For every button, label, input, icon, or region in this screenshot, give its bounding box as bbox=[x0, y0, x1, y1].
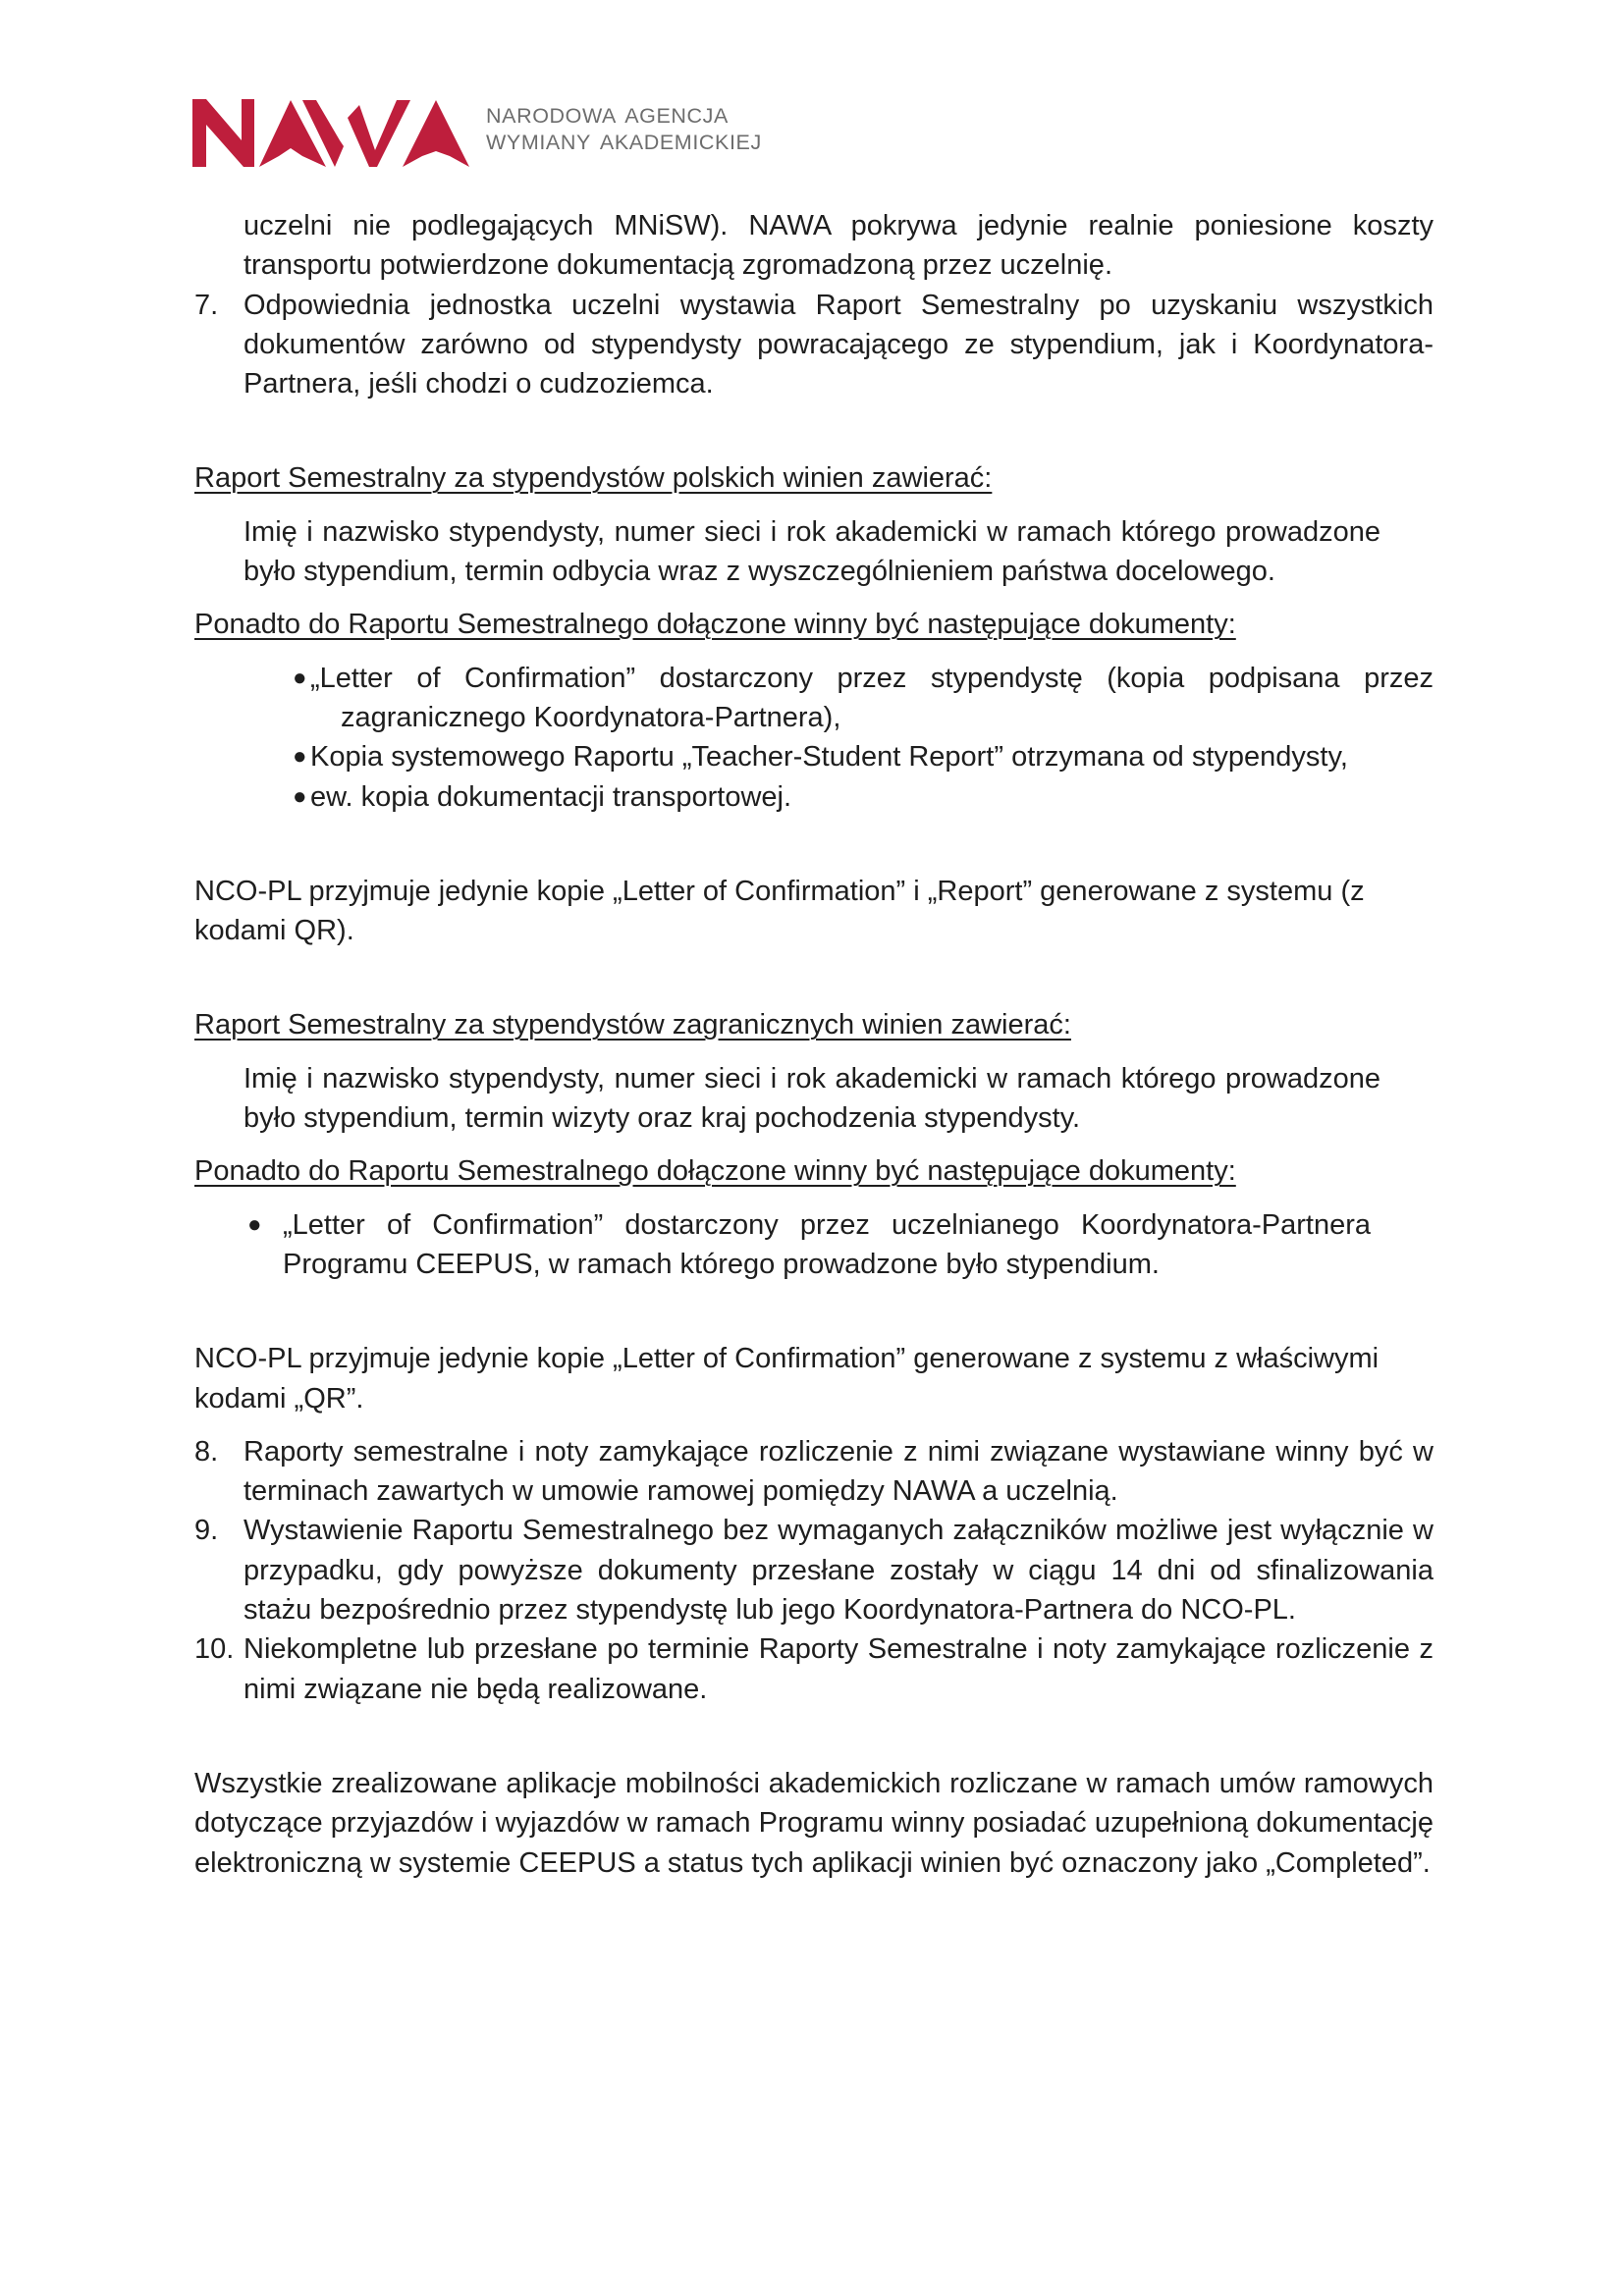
nawa-logo bbox=[192, 97, 469, 168]
section-heading-polish: Raport Semestralny za stypendystów polskich winien zawierać: bbox=[194, 462, 993, 495]
foreign-attachments-heading: Ponadto do Raportu Semestralnego dołączone winny być następujące dokumenty: bbox=[194, 1155, 1236, 1188]
bullet-text: „Letter of Confirmation” dostarczony przez stypendystę (kopia podpisana przez zagranicznego Koordynatora-Partnera), bbox=[310, 662, 1434, 733]
bullet-text: Kopia systemowego Raportu „Teacher-Student Report” otrzymana od stypendysty, bbox=[310, 741, 1348, 774]
bullet-item bbox=[194, 1205, 1371, 1285]
nawa-logo-icon bbox=[192, 97, 469, 168]
section-heading-foreign: Raport Semestralny za stypendystów zagranicznych winien zawierać: bbox=[194, 1009, 1071, 1041]
foreign-report-content: Imię i nazwisko stypendysty, numer sieci i rok akademicki w ramach którego prowadzone było stypendium, termin wizyty oraz kraj pochodzenia stypendysty. bbox=[243, 1062, 1380, 1135]
list-item-text: Odpowiednia jednostka uczelni wystawia Raport Semestralny po uzyskaniu wszystkich dokumentów zarówno od stypendysty powracającego ze stypendium, jak i Koordynatora-Partnera, jeśli chodzi o cudzoziemca. bbox=[243, 289, 1434, 400]
polish-note: NCO-PL przyjmuje jedynie kopie „Letter of Confirmation” i „Report” generowane z systemu (z kodami QR). bbox=[194, 875, 1365, 947]
item6-continuation: uczelni nie podlegających MNiSW). NAWA pokrywa jedynie realnie poniesione koszty transportu potwierdzone dokumentacją zgromadzoną przez uczelnię. bbox=[243, 210, 1434, 282]
list-number: 9. bbox=[194, 1515, 219, 1547]
closing-paragraph: Wszystkie zrealizowane aplikacje mobilności akademickich rozliczane w ramach umów ramowych dotyczące przyjazdów i wyjazdów w ramach Programu winny posiadać uzupełnioną dokumentację elektroniczną w systemie CEEPUS a status tych aplikacji winien być oznaczony jako „Completed”. bbox=[194, 1767, 1434, 1879]
bullet-text: „Letter of Confirmation” dostarczony przez uczelnianego Koordynatora-Partnera Programu CEEPUS, w ramach którego prowadzone było stypendium. bbox=[283, 1208, 1371, 1280]
bullet-icon: ● bbox=[293, 743, 307, 771]
bullet-icon: ● bbox=[293, 664, 307, 691]
agency-name bbox=[486, 103, 762, 156]
bullet-item bbox=[194, 659, 1434, 738]
list-number: 7. bbox=[194, 289, 219, 321]
polish-attachments-heading: Ponadto do Raportu Semestralnego dołączone winny być następujące dokumenty: bbox=[194, 609, 1236, 641]
agency-name-line2: WYMIANY AKADEMICKIEJ bbox=[486, 131, 762, 154]
bullet-item bbox=[194, 737, 1434, 776]
list-number: 10. bbox=[194, 1633, 235, 1666]
foreign-note: NCO-PL przyjmuje jedynie kopie „Letter of Confirmation” generowane z systemu z właściwymi kodami „QR”. bbox=[194, 1343, 1380, 1415]
list-item-text: Wystawienie Raportu Semestralnego bez wymaganych załączników możliwe jest wyłącznie w przypadku, gdy powyższe dokumenty przesłane zostały w ciągu 14 dni od sfinalizowania stażu bezpośrednio przez stypendystę lub jego Koordynatora-Partnera do NCO-PL. bbox=[243, 1515, 1434, 1627]
list-item-9 bbox=[194, 1511, 1434, 1629]
agency-name-line1: NARODOWA AGENCJA bbox=[486, 104, 729, 128]
list-item-7 bbox=[194, 286, 1434, 404]
list-number: 8. bbox=[194, 1435, 219, 1468]
bullet-icon: ● bbox=[293, 782, 307, 810]
polish-report-content: Imię i nazwisko stypendysty, numer sieci i rok akademicki w ramach którego prowadzone było stypendium, termin odbycia wraz z wyszczególnieniem państwa docelowego. bbox=[243, 515, 1380, 588]
list-item-text: Raporty semestralne i noty zamykające rozliczenie z nimi związane wystawiane winny być w terminach zawartych w umowie ramowej pomiędzy NAWA a uczelnią. bbox=[243, 1435, 1434, 1508]
bullet-text: ew. kopia dokumentacji transportowej. bbox=[310, 780, 792, 813]
bullet-item bbox=[194, 777, 1434, 817]
list-item-8 bbox=[194, 1432, 1434, 1512]
list-item-text: Niekompletne lub przesłane po terminie Raporty Semestralne i noty zamykające rozliczenie z nimi związane nie będą realizowane. bbox=[243, 1633, 1434, 1705]
list-item-10 bbox=[194, 1629, 1434, 1709]
document-body bbox=[194, 206, 1434, 1883]
bullet-icon: ● bbox=[247, 1210, 262, 1238]
